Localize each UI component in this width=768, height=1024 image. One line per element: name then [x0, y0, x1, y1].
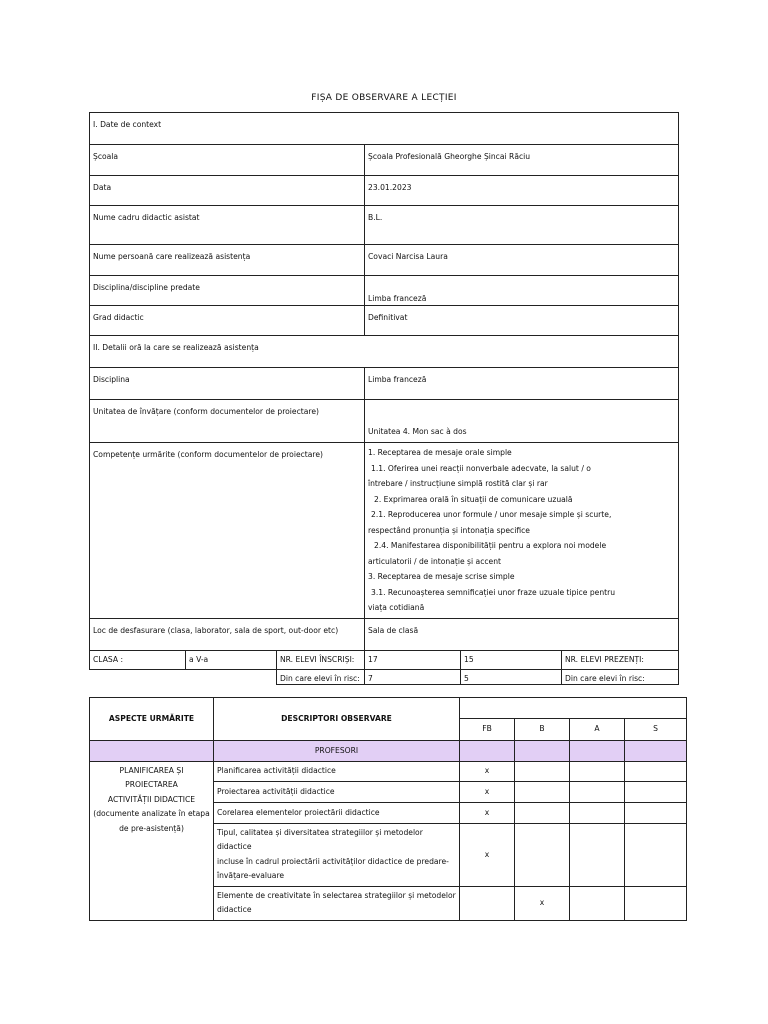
grade-mark: [625, 782, 687, 803]
grade-mark: [570, 803, 625, 824]
teacher-value: B.L.: [365, 206, 679, 245]
descriptor-item: [214, 824, 460, 887]
unit-value: Unitatea 4. Mon sac à dos: [365, 400, 679, 443]
section-cell: [570, 741, 625, 762]
grade-fb-header: FB: [460, 719, 515, 741]
section-details-heading: II. Detalii oră la care se realizează asistența: [90, 336, 679, 368]
document-title: FIȘA DE OBSERVARE A LECȚIEI: [311, 93, 457, 103]
grade-mark: [515, 762, 570, 782]
descriptor-line: Elemente de creativitate în selectarea strategiilor și metodelor: [217, 890, 456, 900]
section-cell: [460, 741, 515, 762]
grade-mark: [625, 886, 687, 920]
location-value: Sala de clasă: [365, 619, 679, 651]
grade-mark: [570, 762, 625, 782]
grade-s-header: S: [625, 719, 687, 741]
risk-present-value: 5: [461, 670, 562, 685]
section-cell: [625, 741, 687, 762]
aspect-line: ACTIVITĂȚII DIDACTICE: [107, 794, 196, 804]
context-table: [89, 112, 679, 685]
grade-value: Definitivat: [365, 306, 679, 336]
grade-mark: [570, 782, 625, 803]
section-professors: PROFESORI: [214, 741, 460, 762]
descriptor-item: [214, 886, 460, 920]
competence-line: viața cotidiană: [368, 603, 425, 612]
grade-mark: x: [460, 762, 515, 782]
descriptor-line: incluse în cadrul proiectării activităților didactice de predare-: [217, 856, 449, 866]
subjects-value: Limba franceză: [365, 276, 679, 306]
competence-line: 3. Receptarea de mesaje scrise simple: [368, 572, 515, 581]
descriptor-item: Corelarea elementelor proiectării didactice: [214, 803, 460, 824]
subjects-label: Disciplina/discipline predate: [90, 276, 365, 306]
competence-line: 1. Receptarea de mesaje orale simple: [368, 448, 512, 457]
discipline-label: Disciplina: [90, 368, 365, 400]
present-label: NR. ELEVI PREZENȚI:: [562, 651, 679, 670]
competence-line: 2.1. Reproducerea unor formule / unor mesaje simple și scurte,: [371, 510, 612, 519]
teacher-label: Nume cadru didactic asistat: [90, 206, 365, 245]
risk-enrolled-value: 7: [365, 670, 461, 685]
enrolled-value: 17: [365, 651, 461, 670]
grade-b-header: B: [515, 719, 570, 741]
descriptor-item: Proiectarea activității didactice: [214, 782, 460, 803]
grade-mark: [515, 782, 570, 803]
section-cell: [515, 741, 570, 762]
grades-header-top: [460, 698, 687, 719]
date-label: Data: [90, 176, 365, 206]
competence-line: 3.1. Recunoașterea semnificației unor fraze uzuale tipice pentru: [371, 587, 616, 597]
grade-mark: [515, 803, 570, 824]
descriptor-line: didactice: [217, 905, 252, 915]
grade-mark: x: [460, 803, 515, 824]
aspect-planning: [90, 762, 214, 921]
grade-mark: [460, 886, 515, 920]
grade-a-header: A: [570, 719, 625, 741]
observation-table: [89, 697, 687, 921]
empty-cell: [90, 670, 186, 685]
aspect-line: PLANIFICAREA ȘI PROIECTAREA: [119, 766, 184, 790]
grade-mark: [625, 762, 687, 782]
grade-mark: [570, 824, 625, 887]
aspects-header: ASPECTE URMĂRITE: [90, 698, 214, 741]
observer-value: Covaci Narcisa Laura: [365, 245, 679, 276]
competence-line: 2. Exprimarea orală în situații de comunicare uzuală: [374, 494, 573, 504]
aspect-line: de pre-asistență): [119, 823, 184, 833]
grade-mark: [570, 886, 625, 920]
competence-line: întrebare / instrucțiune simplă rostită clar și rar: [368, 479, 548, 488]
grade-mark: x: [460, 824, 515, 887]
descriptor-line: învățare-evaluare: [217, 871, 285, 881]
grade-mark: [515, 824, 570, 887]
descriptor-item: Planificarea activității didactice: [214, 762, 460, 782]
observer-label: Nume persoană care realizează asistența: [90, 245, 365, 276]
unit-label: Unitatea de învățare (conform documentelor de proiectare): [90, 400, 365, 443]
competence-line: 1.1. Oferirea unei reacții nonverbale adecvate, la salut / o: [371, 463, 591, 473]
risk-enrolled-label: Din care elevi în risc:: [277, 670, 365, 685]
competence-line: articulatorii / de intonație și accent: [368, 556, 502, 566]
school-label: Școala: [90, 145, 365, 176]
competences-label: Competențe urmărite (conform documentelor de proiectare): [90, 443, 365, 619]
grade-mark: x: [460, 782, 515, 803]
grade-mark: [625, 824, 687, 887]
grade-mark: [625, 803, 687, 824]
present-value: 15: [461, 651, 562, 670]
section-left-cell: [90, 741, 214, 762]
enrolled-label: NR. ELEVI ÎNSCRIȘI:: [277, 651, 365, 670]
class-value: a V-a: [186, 651, 277, 670]
competences-list: [365, 443, 679, 619]
aspect-line: (documente analizate în etapa: [93, 809, 210, 819]
empty-cell: [186, 670, 277, 685]
descriptors-header: DESCRIPTORI OBSERVARE: [214, 698, 460, 741]
grade-mark: x: [515, 886, 570, 920]
competence-line: 2.4. Manifestarea disponibilității pentru a explora noi modele: [374, 541, 607, 550]
competence-line: respectând pronunția și intonația specifice: [368, 525, 530, 535]
descriptor-line: Tipul, calitatea și diversitatea strategiilor și metodelor didactice: [217, 828, 423, 852]
grade-label: Grad didactic: [90, 306, 365, 336]
school-value: Școala Profesională Gheorghe Șincai Răciu: [365, 145, 679, 176]
location-label: Loc de desfasurare (clasa, laborator, sala de sport, out-door etc): [90, 619, 365, 651]
section-context-heading: I. Date de context: [90, 113, 679, 145]
class-label: CLASA :: [90, 651, 186, 670]
risk-present-label: Din care elevi în risc:: [562, 670, 679, 685]
discipline-value: Limba franceză: [365, 368, 679, 400]
date-value: 23.01.2023: [365, 176, 679, 206]
